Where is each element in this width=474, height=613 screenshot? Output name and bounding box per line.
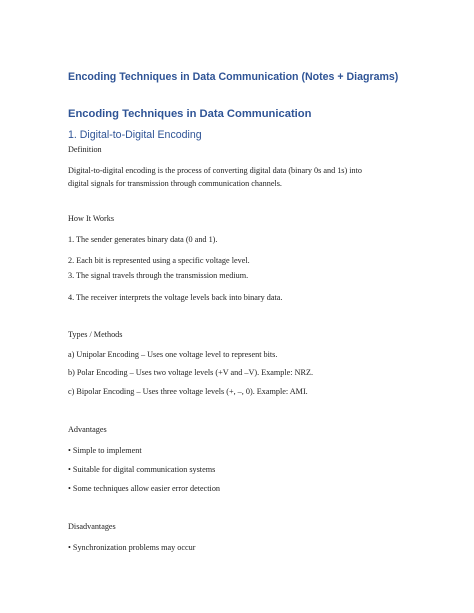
- advantage-item: • Simple to implement: [68, 446, 142, 455]
- disadvantage-item: • Synchronization problems may occur: [68, 543, 196, 552]
- type-item: c) Bipolar Encoding – Uses three voltage levels (+, –, 0). Example: AMI.: [68, 387, 308, 396]
- section-heading: 1. Digital-to-Digital Encoding: [68, 129, 202, 141]
- document-title: Encoding Techniques in Data Communication (Notes + Diagrams): [68, 71, 399, 83]
- how-it-works-label: How It Works: [68, 214, 115, 223]
- how-it-works-step: 1. The sender generates binary data (0 and 1).: [68, 235, 218, 244]
- definition-label: Definition: [68, 145, 102, 154]
- type-item: a) Unipolar Encoding – Uses one voltage level to represent bits.: [68, 350, 278, 359]
- advantage-item: • Suitable for digital communication systems: [68, 465, 216, 474]
- types-label: Types / Methods: [68, 330, 123, 339]
- definition-line-1: Digital-to-digital encoding is the process of converting digital data (binary 0s and 1s) into: [68, 166, 362, 175]
- how-it-works-step: 4. The receiver interprets the voltage levels back into binary data.: [68, 293, 283, 302]
- type-item: b) Polar Encoding – Uses two voltage levels (+V and –V). Example: NRZ.: [68, 368, 314, 377]
- disadvantages-label: Disadvantages: [68, 522, 116, 531]
- how-it-works-step: 3. The signal travels through the transmission medium.: [68, 271, 249, 280]
- advantages-label: Advantages: [68, 425, 107, 434]
- definition-line-2: digital signals for transmission through communication channels.: [68, 179, 282, 188]
- how-it-works-step: 2. Each bit is represented using a specific voltage level.: [68, 256, 250, 265]
- advantage-item: • Some techniques allow easier error detection: [68, 484, 221, 493]
- main-heading: Encoding Techniques in Data Communication: [68, 108, 312, 120]
